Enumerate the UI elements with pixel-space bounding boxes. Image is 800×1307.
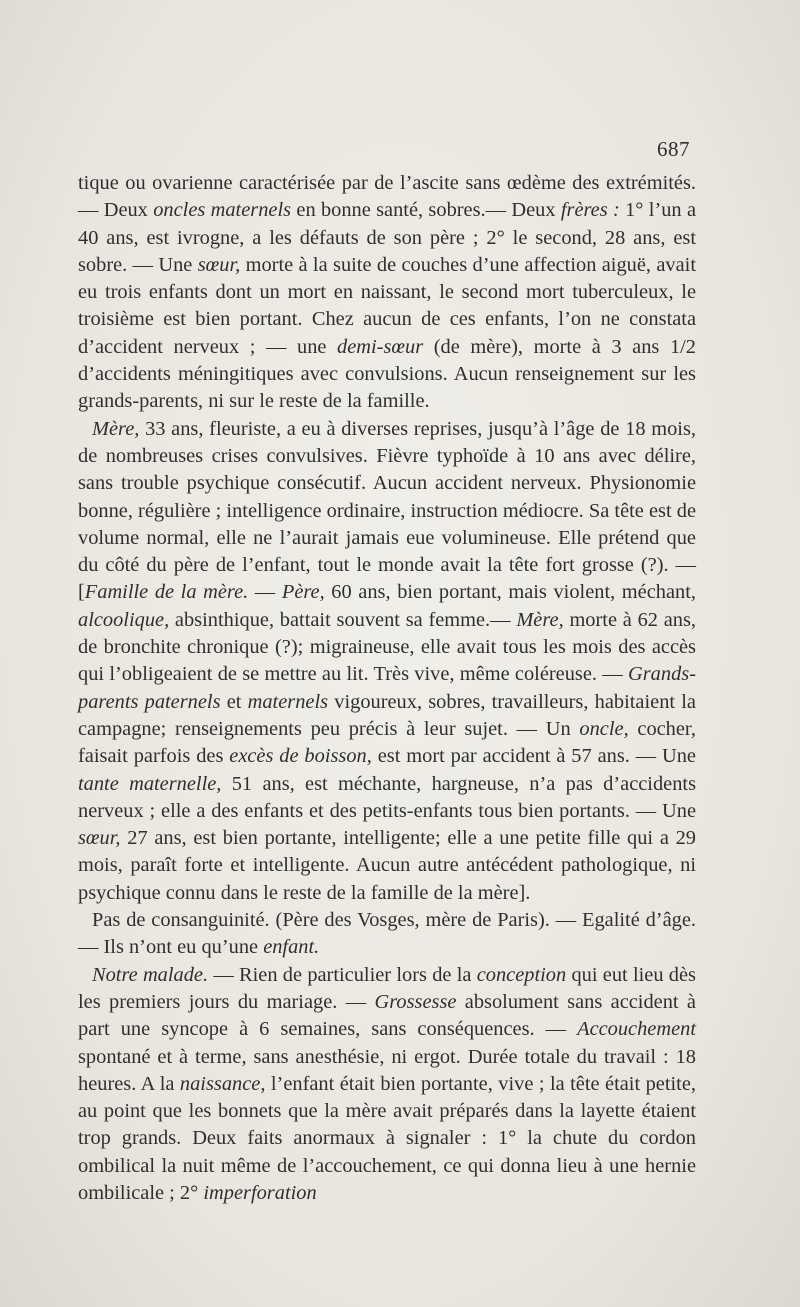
text-run: est mort par accident à 57 ans. — Une	[371, 745, 696, 768]
text-run: —	[248, 581, 282, 604]
text-run: Pas de consanguinité. (Père des Vosges, mère de Paris). — Egalité d’âge. — Ils n’ont eu qu’une	[78, 909, 696, 959]
italic-text: Grossesse	[374, 990, 457, 1013]
page-number: 687	[657, 137, 690, 161]
text-run: qui eut lieu dès les premiers jours du mariage. —	[78, 963, 696, 1013]
text-run: absinthique, battait souvent sa femme.—	[169, 608, 517, 631]
text-run: 1° l’un a 40 ans, est ivrogne, a les défauts de son père ; 2° le second, 28 ans, est sobre. — Une	[78, 199, 697, 276]
text-run: en bonne santé, sobres.— Deux	[291, 199, 561, 222]
italic-text: frères :	[560, 199, 620, 222]
italic-text: oncle,	[579, 717, 629, 740]
italic-text: Mère,	[516, 608, 564, 631]
italic-text: naissance,	[179, 1072, 266, 1095]
text-run: morte à 62 ans, de bronchite chronique (?); migraineuse, elle avait tous les mois des accès qui l’obligeaient de se mettre au lit. Très vive, même coléreuse. —	[78, 608, 697, 686]
paragraph	[78, 170, 696, 416]
italic-text: sœur,	[197, 253, 241, 276]
italic-text: alcoolique,	[78, 608, 170, 631]
text-run: 27 ans, est bien portante, intelligente; elle a une petite fille qui a 29 mois, paraît forte et intelligente. Aucun autre antécédent pathologique, ni psychique connu dans le reste de la famille de la mère].	[78, 827, 696, 904]
text-run: — Rien de particulier lors de la	[208, 963, 477, 986]
italic-text: Accouchement	[577, 1018, 696, 1041]
text-run: (de mère), morte à 3 ans 1/2 d’accidents méningitiques avec convulsions. Aucun renseignement sur les grands-parents, ni sur le reste de la famille.	[78, 335, 696, 413]
italic-text: imperforation	[203, 1181, 317, 1204]
italic-text: oncles maternels	[153, 199, 292, 222]
text-run: tique ou ovarienne caractérisée par de l’ascite sans œdème des extrémités. — Deux	[78, 172, 696, 222]
italic-text: Notre malade.	[92, 963, 209, 986]
italic-text: Père,	[281, 581, 325, 604]
italic-text: Grands-parents paternels	[78, 663, 696, 713]
italic-text: enfant.	[263, 936, 320, 959]
italic-text: conception	[476, 963, 567, 986]
text-run: 51 ans, est méchante, hargneuse, n’a pas d’accidents nerveux ; elle a des enfants et des petits-enfants tous bien portants. — Une	[78, 772, 697, 822]
paragraph	[78, 907, 696, 962]
paragraph	[78, 962, 696, 1208]
text-run: et	[220, 690, 248, 713]
italic-text: maternels	[247, 690, 329, 713]
italic-text: Famille de la mère.	[84, 581, 249, 604]
italic-text: Mère,	[92, 417, 140, 440]
italic-text: tante maternelle,	[78, 772, 222, 795]
text-run: absolument sans accident à part une syncope à 6 semaines, sans conséquences. —	[78, 990, 696, 1041]
text-run: l’enfant était bien portante, vive ; la tête était petite, au point que les bonnets que la mère avait préparés dans la layette étaient trop grands. Deux faits anormaux à signaler : 1° la chute du cordon ombilical la nuit même de l’accouchement, ce qui donna lieu à une hernie ombilicale ; 2°	[78, 1072, 696, 1204]
text-run: cocher, faisait parfois des	[78, 717, 697, 768]
text-run: 60 ans, bien portant, mais violent, méchant,	[324, 581, 696, 604]
paragraph	[78, 416, 696, 907]
italic-text: demi-sœur	[337, 335, 424, 358]
italic-text: excès de boisson,	[229, 745, 372, 768]
text-run: morte à la suite de couches d’une affection aiguë, avait eu trois enfants dont un mort en naissant, le second mort tuberculeux, le troisième est bien portant. Chez aucun de ces enfants, l’on ne constata d’accident nerveux ; — une	[78, 253, 697, 358]
text-run: spontané et à terme, sans anesthésie, ni ergot. Durée totale du travail : 18 heures. A la	[78, 1045, 696, 1095]
italic-text: sœur,	[78, 827, 121, 850]
text-run: 33 ans, fleuriste, a eu à diverses reprises, jusqu’à l’âge de 18 mois, de nombreuses crises convulsives. Fièvre typhoïde à 10 ans avec délire, sans trouble psychique consécutif. Aucun accident nerveux. Physionomie bonne, régulière ; intelligence ordinaire, instruction médiocre. Sa tête est de volume normal, elle ne l’aurait jamais eue volumineuse. Elle prétend que du côté du père de l’enfant, tout le monde avait la tête fort grosse (?). — [	[78, 417, 696, 604]
text-run: vigoureux, sobres, travailleurs, habitaient la campagne; renseignements peu précis à leur sujet. — Un	[78, 690, 696, 740]
body-text	[78, 170, 696, 1207]
